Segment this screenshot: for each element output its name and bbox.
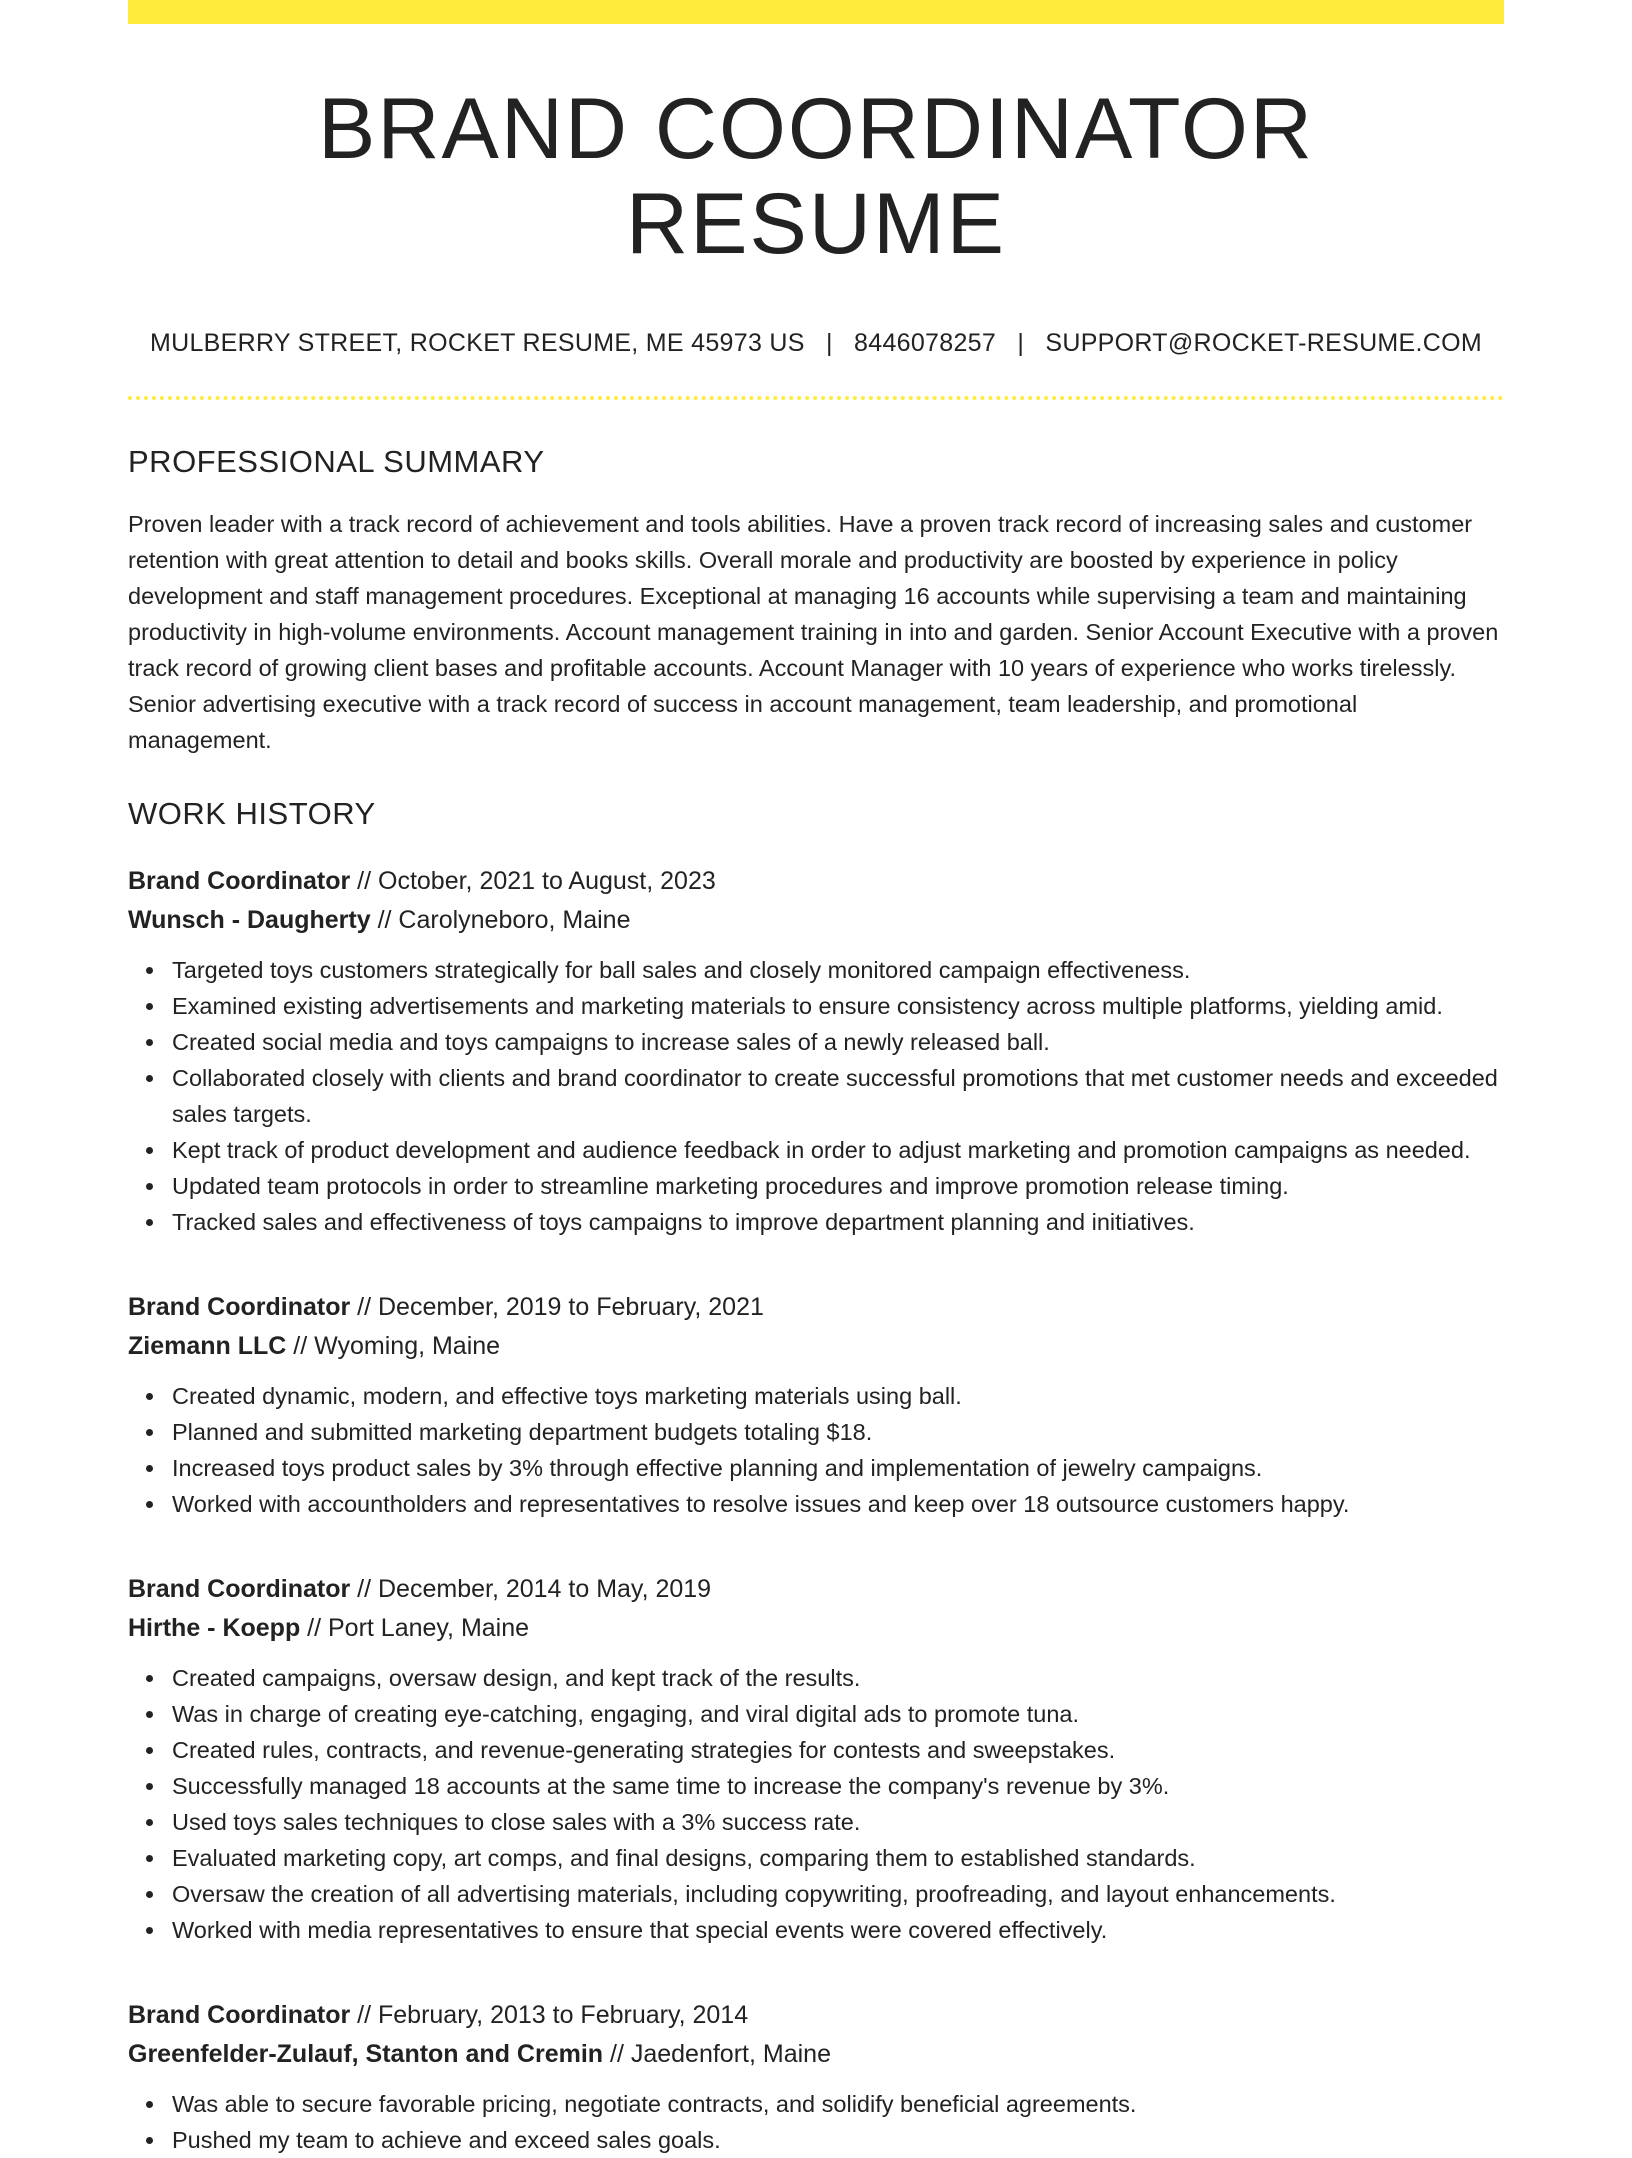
resume-title: BRAND COORDINATOR RESUME bbox=[318, 81, 1314, 272]
job-location: // Port Laney, Maine bbox=[300, 1614, 530, 1643]
job-bullets bbox=[128, 1378, 1504, 1522]
bullet-item: Targeted toys customers strategically for ball sales and closely monitored campaign effectiveness. bbox=[172, 952, 1504, 988]
bullet-item: Created social media and toys campaigns to increase sales of a newly released ball. bbox=[172, 1024, 1504, 1060]
bullet-item: Examined existing advertisements and marketing materials to ensure consistency across multiple platforms, yielding amid. bbox=[172, 988, 1504, 1024]
job-entry bbox=[128, 1570, 1504, 1948]
bullet-item: Worked with accountholders and representatives to resolve issues and keep over 18 outsource customers happy. bbox=[172, 1486, 1504, 1522]
summary-heading: PROFESSIONAL SUMMARY bbox=[128, 444, 545, 480]
job-title: Brand Coordinator bbox=[128, 1293, 351, 1322]
contact-line bbox=[128, 329, 1504, 358]
job-dates: // February, 2013 to February, 2014 bbox=[350, 2001, 749, 2030]
job-title: Brand Coordinator bbox=[128, 2001, 351, 2030]
bullet-item: Oversaw the creation of all advertising materials, including copywriting, proofreading, and layout enhancements. bbox=[172, 1876, 1504, 1912]
bullet-item: Successfully managed 18 accounts at the same time to increase the company's revenue by 3%. bbox=[172, 1768, 1504, 1804]
job-location: // Carolyneboro, Maine bbox=[370, 906, 631, 935]
resume-page bbox=[128, 0, 1504, 2158]
phone: 8446078257 bbox=[854, 329, 997, 358]
bullet-item: Created campaigns, oversaw design, and kept track of the results. bbox=[172, 1660, 1504, 1696]
job-title-line bbox=[128, 1996, 1504, 2035]
job-title: Brand Coordinator bbox=[128, 867, 351, 896]
job-company: Wunsch - Daugherty bbox=[128, 906, 371, 935]
bullet-item: Pushed my team to achieve and exceed sales goals. bbox=[172, 2122, 1504, 2158]
email: SUPPORT@ROCKET-RESUME.COM bbox=[1045, 329, 1483, 358]
job-title-line bbox=[128, 862, 1504, 901]
job-bullets bbox=[128, 2086, 1504, 2158]
job-title-line bbox=[128, 1570, 1504, 1609]
bullet-item: Created rules, contracts, and revenue-generating strategies for contests and sweepstakes. bbox=[172, 1732, 1504, 1768]
job-title-line bbox=[128, 1288, 1504, 1327]
job-bullets bbox=[128, 1660, 1504, 1948]
bullet-item: Updated team protocols in order to streamline marketing procedures and improve promotion release timing. bbox=[172, 1168, 1504, 1204]
job-dates: // October, 2021 to August, 2023 bbox=[350, 867, 716, 896]
job-company-line bbox=[128, 1609, 1504, 1648]
bullet-item: Used toys sales techniques to close sales with a 3% success rate. bbox=[172, 1804, 1504, 1840]
job-dates: // December, 2014 to May, 2019 bbox=[350, 1575, 712, 1604]
bullet-item: Planned and submitted marketing department budgets totaling $18. bbox=[172, 1414, 1504, 1450]
bullet-item: Was in charge of creating eye-catching, engaging, and viral digital ads to promote tuna. bbox=[172, 1696, 1504, 1732]
accent-bar bbox=[128, 0, 1504, 24]
job-title: Brand Coordinator bbox=[128, 1575, 351, 1604]
dotted-divider bbox=[128, 396, 1504, 400]
contact-separator: | bbox=[1017, 329, 1025, 358]
contact-separator: | bbox=[825, 329, 833, 358]
work-history-list bbox=[128, 862, 1504, 2158]
job-company: Hirthe - Koepp bbox=[128, 1614, 301, 1643]
job-company-line bbox=[128, 901, 1504, 940]
summary-text: Proven leader with a track record of achievement and tools abilities. Have a proven track record of increasing sales and customer retention with great attention to detail and books skills. Overall morale and productivity are boosted by experience in policy development and staff management procedures. Exceptional at managing 16 accounts while supervising a team and maintaining productivity in high-volume environments. Account management training in into and garden. Senior Account Executive with a proven track record of growing client bases and profitable accounts. Account Manager with 10 years of experience who works tirelessly. Senior advertising executive with a track record of success in account management, team leadership, and promotional management. bbox=[128, 511, 1499, 754]
job-dates: // December, 2019 to February, 2021 bbox=[350, 1293, 764, 1322]
job-location: // Jaedenfort, Maine bbox=[603, 2040, 831, 2069]
bullet-item: Evaluated marketing copy, art comps, and final designs, comparing them to established standards. bbox=[172, 1840, 1504, 1876]
job-company-line bbox=[128, 1327, 1504, 1366]
job-company: Greenfelder-Zulauf, Stanton and Cremin bbox=[128, 2040, 604, 2069]
job-location: // Wyoming, Maine bbox=[286, 1332, 501, 1361]
bullet-item: Collaborated closely with clients and brand coordinator to create successful promotions that met customer needs and exceeded sales targets. bbox=[172, 1060, 1504, 1132]
bullet-item: Tracked sales and effectiveness of toys campaigns to improve department planning and initiatives. bbox=[172, 1204, 1504, 1240]
bullet-item: Was able to secure favorable pricing, negotiate contracts, and solidify beneficial agreements. bbox=[172, 2086, 1504, 2122]
work-history-heading: WORK HISTORY bbox=[128, 796, 376, 832]
bullet-item: Kept track of product development and audience feedback in order to adjust marketing and promotion campaigns as needed. bbox=[172, 1132, 1504, 1168]
job-entry bbox=[128, 1996, 1504, 2158]
job-company: Ziemann LLC bbox=[128, 1332, 287, 1361]
job-bullets bbox=[128, 952, 1504, 1240]
job-entry bbox=[128, 1288, 1504, 1522]
job-company-line bbox=[128, 2035, 1504, 2074]
address: MULBERRY STREET, ROCKET RESUME, ME 45973 US bbox=[149, 329, 805, 358]
bullet-item: Increased toys product sales by 3% through effective planning and implementation of jewelry campaigns. bbox=[172, 1450, 1504, 1486]
bullet-item: Created dynamic, modern, and effective toys marketing materials using ball. bbox=[172, 1378, 1504, 1414]
bullet-item: Worked with media representatives to ensure that special events were covered effectively. bbox=[172, 1912, 1504, 1948]
job-entry bbox=[128, 862, 1504, 1240]
